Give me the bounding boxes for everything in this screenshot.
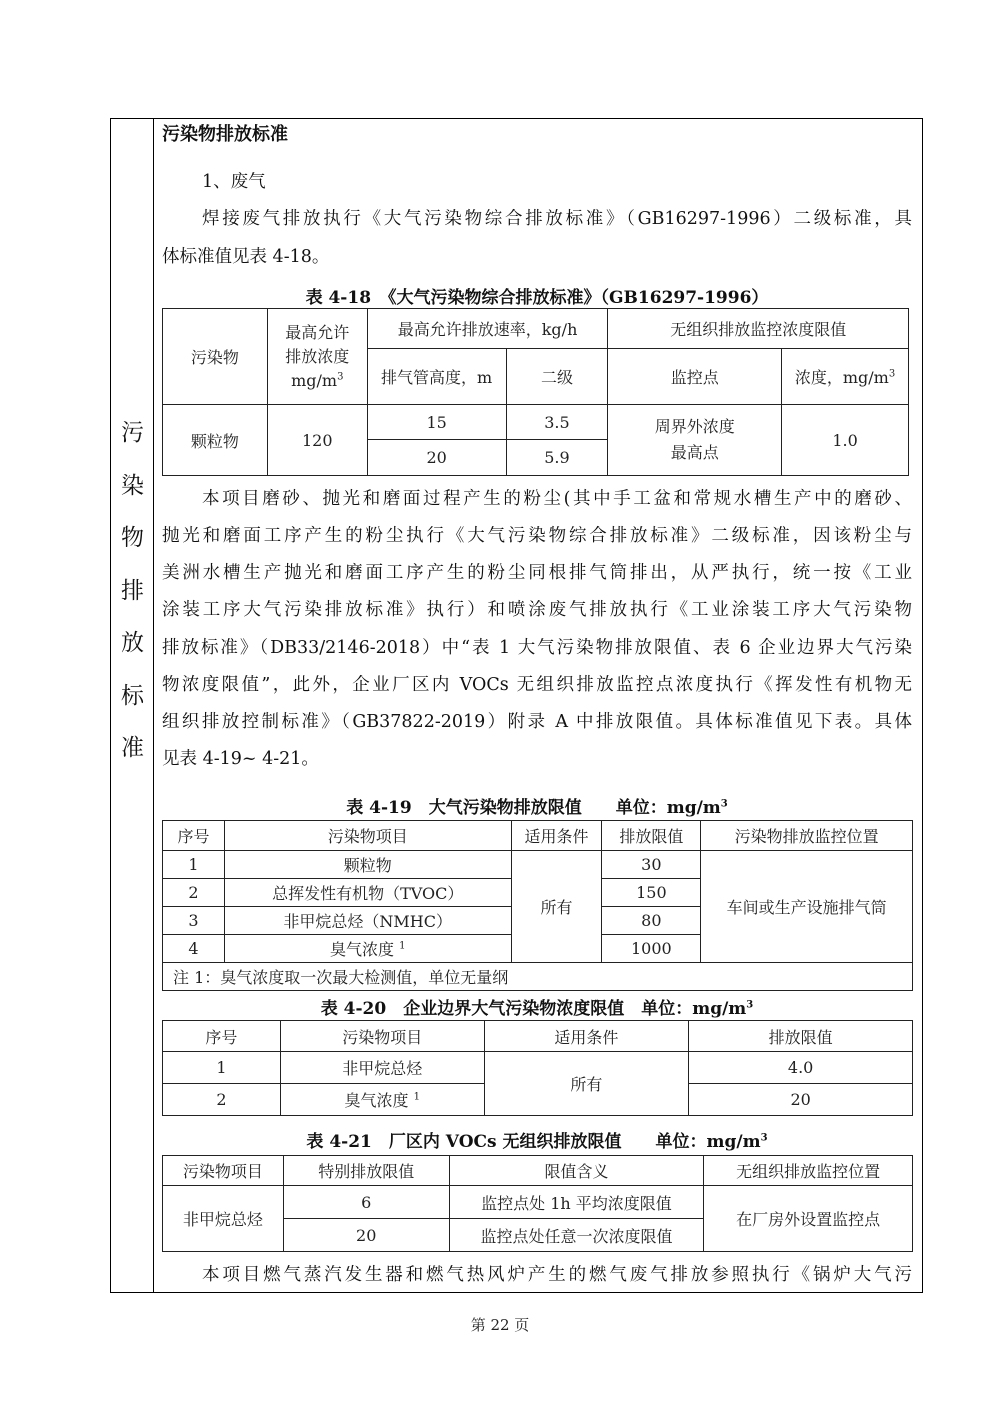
table-420 [162, 1020, 913, 1116]
table-header: 序号 [163, 821, 225, 851]
table-header [267, 309, 367, 405]
table-cell: 6 [283, 1186, 449, 1219]
table-cell: 所有 [511, 851, 602, 963]
cell-line: 周界外浓度 [654, 417, 735, 436]
header-text: 浓度，mg/m [794, 368, 889, 387]
table-cell [224, 935, 511, 963]
table-row [163, 963, 913, 991]
table-cell: 80 [602, 907, 701, 935]
table-header: 排放限值 [602, 821, 701, 851]
superscript: 3 [760, 1132, 768, 1144]
table-cell: 车间或生产设施排气筒 [701, 851, 913, 963]
item-waste-gas: 1、废气 [202, 172, 266, 192]
table-cell: 监控点处 1h 平均浓度限值 [449, 1186, 704, 1219]
side-label-char: 准 [121, 735, 144, 761]
superscript: 1 [399, 940, 406, 952]
table-header: 污染物项目 [163, 1156, 284, 1186]
caption-text: 表 4-19 大气污染物排放限值 单位：mg/m [346, 798, 721, 818]
table-421 [162, 1155, 913, 1252]
side-label [111, 407, 154, 775]
cell-text: 臭气浓度 [344, 1091, 409, 1110]
table-header: 污染物排放监控位置 [701, 821, 913, 851]
table-cell: 非甲烷总烃（NMHC） [224, 907, 511, 935]
table-header: 无组织排放监控浓度限值 [608, 309, 909, 349]
paragraph-line: 见表 4-19~ 4-21。 [162, 749, 319, 769]
section-heading: 污染物排放标准 [162, 124, 288, 145]
paragraph-line: 体标准值见表 4-18。 [162, 247, 330, 267]
table-cell: 1 [163, 1052, 281, 1084]
caption-text: 表 4-20 企业边界大气污染物浓度限值 单位：mg/m [320, 999, 747, 1019]
header-line: 最高允许 [285, 322, 350, 342]
table-header: 适用条件 [511, 821, 602, 851]
table-cell: 在厂房外设置监控点 [704, 1186, 913, 1252]
table-note: 注 1：臭气浓度取一次最大检测值，单位无量纲 [163, 963, 913, 991]
table-header: 排气管高度，m [367, 349, 506, 405]
table-418 [162, 308, 909, 476]
header-line [268, 369, 367, 393]
document-frame [110, 118, 923, 1293]
table-cell: 2 [163, 879, 225, 907]
table-row [163, 1052, 913, 1084]
table-420-caption [162, 994, 912, 1019]
superscript: 3 [337, 371, 344, 383]
paragraph-line: 焊接废气排放执行《大气污染物综合排放标准》（GB16297-1996）二级标准，具 [202, 209, 912, 229]
table-cell: 120 [267, 405, 367, 476]
header-line: 排放浓度 [285, 346, 350, 366]
paragraph-line: 美洲水槽生产抛光和磨面工序产生的粉尘同根排气筒排出，从严执行，统一按《工业 [162, 563, 912, 583]
table-header: 序号 [163, 1021, 281, 1052]
table-header: 监控点 [608, 349, 782, 405]
table-cell: 非甲烷总烃 [163, 1186, 284, 1252]
page-number: 第 22 页 [470, 1316, 530, 1334]
table-419 [162, 820, 913, 991]
table-418-caption: 表 4-18 《大气污染物综合排放标准》（GB16297-1996） [305, 288, 769, 308]
superscript: 3 [746, 999, 754, 1011]
paragraph-line: 涂装工序大气污染排放标准》执行）和喷涂废气排放执行《工业涂装工序大气污染物 [162, 600, 912, 620]
table-header: 特别排放限值 [283, 1156, 449, 1186]
side-label-char: 染 [121, 472, 144, 499]
table-header: 排放限值 [689, 1021, 913, 1052]
table-cell: 150 [602, 879, 701, 907]
paragraph-line: 本项目燃气蒸汽发生器和燃气热风炉产生的燃气废气排放参照执行《锅炉大气污 [202, 1265, 912, 1285]
table-cell: 1000 [602, 935, 701, 963]
table-cell: 4.0 [689, 1052, 913, 1084]
table-header: 适用条件 [484, 1021, 689, 1052]
table-cell: 监控点处任意一次浓度限值 [449, 1219, 704, 1252]
table-cell: 15 [367, 405, 506, 440]
table-cell: 4 [163, 935, 225, 963]
table-row [163, 405, 909, 440]
table-header: 二级 [506, 349, 608, 405]
table-cell: 3 [163, 907, 225, 935]
table-header [782, 349, 909, 405]
table-cell: 20 [689, 1084, 913, 1116]
table-header: 污染物 [163, 309, 268, 405]
side-label-char: 污 [121, 420, 144, 446]
table-cell: 颗粒物 [163, 405, 268, 476]
table-cell: 5.9 [506, 440, 608, 476]
table-cell: 非甲烷总烃 [280, 1052, 484, 1084]
side-label-column [111, 119, 154, 1292]
table-cell: 20 [283, 1219, 449, 1252]
table-header: 污染物项目 [224, 821, 511, 851]
table-cell [280, 1084, 484, 1116]
paragraph-line: 组织排放控制标准》（GB37822-2019）附录 A 中排放限值。具体标准值见下表。具体 [162, 712, 912, 732]
table-cell: 1 [163, 851, 225, 879]
table-cell [608, 405, 782, 476]
superscript: 3 [720, 798, 728, 810]
side-label-char: 放 [121, 630, 144, 656]
superscript: 1 [413, 1091, 420, 1103]
cell-text: 臭气浓度 [329, 940, 394, 959]
table-cell: 总挥发性有机物（TVOC） [224, 879, 511, 907]
unit-text: mg/m [291, 370, 338, 390]
paragraph-line: 排放标准》（DB33/2146-2018）中“表 1 大气污染物排放限值、表 6 企业边界大气污染 [162, 638, 912, 658]
table-row [163, 1186, 913, 1219]
content-area [162, 119, 912, 1292]
table-row [163, 851, 913, 879]
table-421-caption [162, 1127, 912, 1152]
table-cell: 所有 [484, 1052, 689, 1116]
table-header: 限值含义 [449, 1156, 704, 1186]
side-label-char: 排 [121, 577, 144, 604]
caption-text: 表 4-21 厂区内 VOCs 无组织排放限值 单位：mg/m [306, 1132, 761, 1152]
table-header: 污染物项目 [280, 1021, 484, 1052]
superscript: 3 [888, 368, 896, 380]
table-header: 无组织排放监控位置 [704, 1156, 913, 1186]
table-cell: 20 [367, 440, 506, 476]
table-cell: 1.0 [782, 405, 909, 476]
table-cell: 3.5 [506, 405, 608, 440]
table-cell: 颗粒物 [224, 851, 511, 879]
table-cell: 2 [163, 1084, 281, 1116]
paragraph-line: 物浓度限值”，此外，企业厂区内 VOCs 无组织排放监控点浓度执行《挥发性有机物无 [162, 675, 912, 695]
side-label-char: 标 [121, 682, 144, 709]
table-419-caption [162, 793, 912, 818]
paragraph-line: 本项目磨砂、抛光和磨面过程产生的粉尘(其中手工盆和常规水槽生产中的磨砂、 [202, 489, 912, 509]
table-header: 最高允许排放速率，kg/h [367, 309, 608, 349]
cell-line: 最高点 [670, 443, 719, 462]
table-cell: 30 [602, 851, 701, 879]
paragraph-line: 抛光和磨面工序产生的粉尘执行《大气污染物综合排放标准》二级标准，因该粉尘与 [162, 526, 912, 546]
side-label-char: 物 [121, 525, 144, 551]
